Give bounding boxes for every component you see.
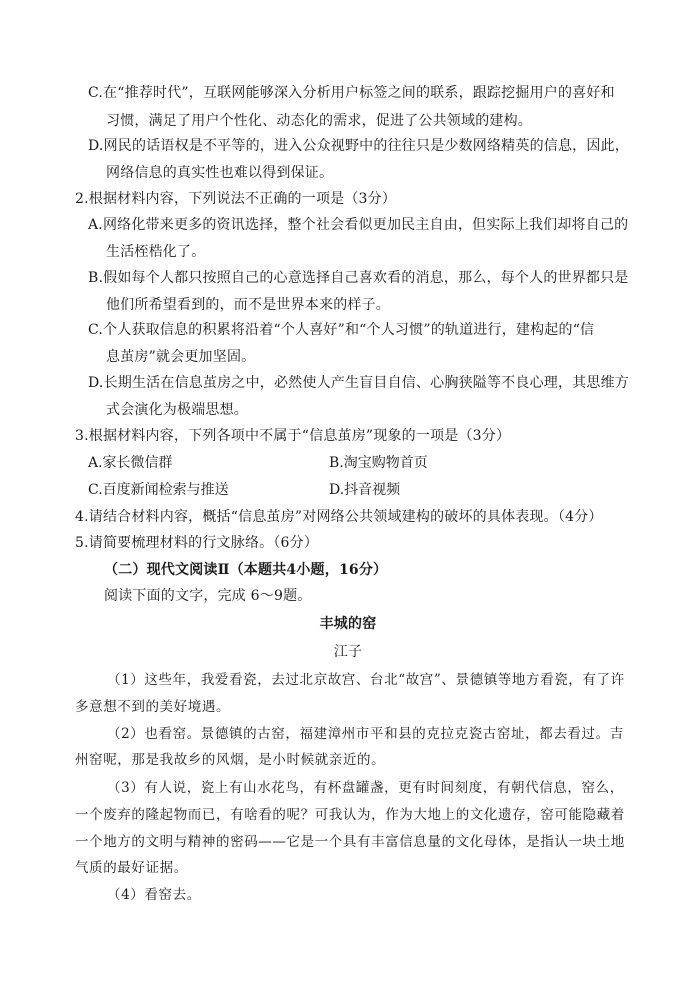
paragraph-1-line2: 多意想不到的美好境遇。	[75, 699, 231, 715]
q2-stem: 2.根据材料内容，下列说法不正确的一项是（3分）	[75, 191, 397, 207]
paragraph-3-line1: （3）有人说，瓷上有山水花鸟，有杯盘罐盏，更有时间刻度，有朝代信息，窑么，	[107, 780, 624, 796]
paragraph-3-line4: 气质的最好证据。	[75, 860, 188, 876]
q2-option-a-line1: A.网络化带来更多的资讯选择，整个社会看似更加民主自由，但实际上我们却将自己的	[88, 217, 629, 233]
reading-instruction: 阅读下面的文字，完成 6～9题。	[104, 588, 312, 604]
q4-stem: 4.请结合材料内容，概括“信息茧房”对网络公共领域建构的破坏的具体表现。（4分）	[75, 509, 603, 525]
paragraph-4: （4）看窑去。	[107, 887, 201, 903]
q2-option-a-line2: 生活桎梏化了。	[106, 244, 206, 260]
q1-option-c-line1: C.在“推荐时代”，互联网能够深入分析用户标签之间的联系，跟踪挖掘用户的喜好和	[88, 85, 615, 101]
passage-author: 江子	[333, 644, 363, 660]
q3-option-d: D.抖音视频	[329, 482, 401, 498]
q2-option-c-line1: C.个人获取信息的积累将沿着“个人喜好”和“个人习惯”的轨道进行，建构起的“信	[88, 322, 595, 338]
paragraph-3-line3: 一个地方的文明与精神的密码——它是一个具有丰富信息量的文化母体，是指认一块土地	[75, 834, 625, 850]
section-heading: （二）现代文阅读Ⅱ（本题共4小题，16分）	[104, 562, 388, 578]
q2-option-b-line1: B.假如每个人都只按照自己的心意选择自己喜欢看的消息，那么，每个人的世界都只是	[88, 270, 629, 286]
q1-option-c-line2: 习惯，满足了用户个性化、动态化的需求，促进了公共领域的建构。	[106, 113, 532, 129]
passage-title: 丰城的窑	[319, 616, 377, 632]
q2-option-c-line2: 息茧房”就会更加坚固。	[106, 349, 256, 365]
q2-option-d-line2: 式会演化为极端思想。	[106, 402, 248, 418]
paragraph-1-line1: （1）这些年，我爱看瓷，去过北京故宫、台北“故宫”、景德镇等地方看瓷，有了许	[107, 672, 625, 688]
q3-stem: 3.根据材料内容，下列各项中不属于“信息茧房”现象的一项是（3分）	[75, 428, 511, 444]
paragraph-2-line1: （2）也看窑。景德镇的古窑，福建漳州市平和县的克拉克瓷古窑址，都去看过。吉	[107, 726, 624, 742]
q5-stem: 5.请简要梳理材料的行文脉络。（6分）	[75, 535, 319, 551]
q2-option-b-line2: 他们所希望看到的，而不是世界本来的样子。	[106, 297, 390, 313]
q3-option-b: B.淘宝购物首页	[329, 455, 428, 471]
q3-option-a: A.家长微信群	[88, 455, 173, 471]
paragraph-3-line2: 一个废弃的隆起物而已，有啥看的呢？可我认为，作为大地上的文化遗存，窑可能隐藏着	[75, 807, 625, 823]
paragraph-2-line2: 州窑呢，那是我故乡的风烟，是小时候就亲近的。	[75, 752, 386, 768]
q1-option-d-line1: D.网民的话语权是不平等的，进入公众视野中的往往只是少数网络精英的信息，因此，	[88, 138, 629, 154]
q1-option-d-line2: 网络信息的真实性也难以得到保证。	[106, 165, 334, 181]
q2-option-d-line1: D.长期生活在信息茧房之中，必然使人产生盲目自信、心胸狭隘等不良心理，其思维方	[88, 375, 629, 391]
q3-option-c: C.百度新闻检索与推送	[88, 482, 229, 498]
